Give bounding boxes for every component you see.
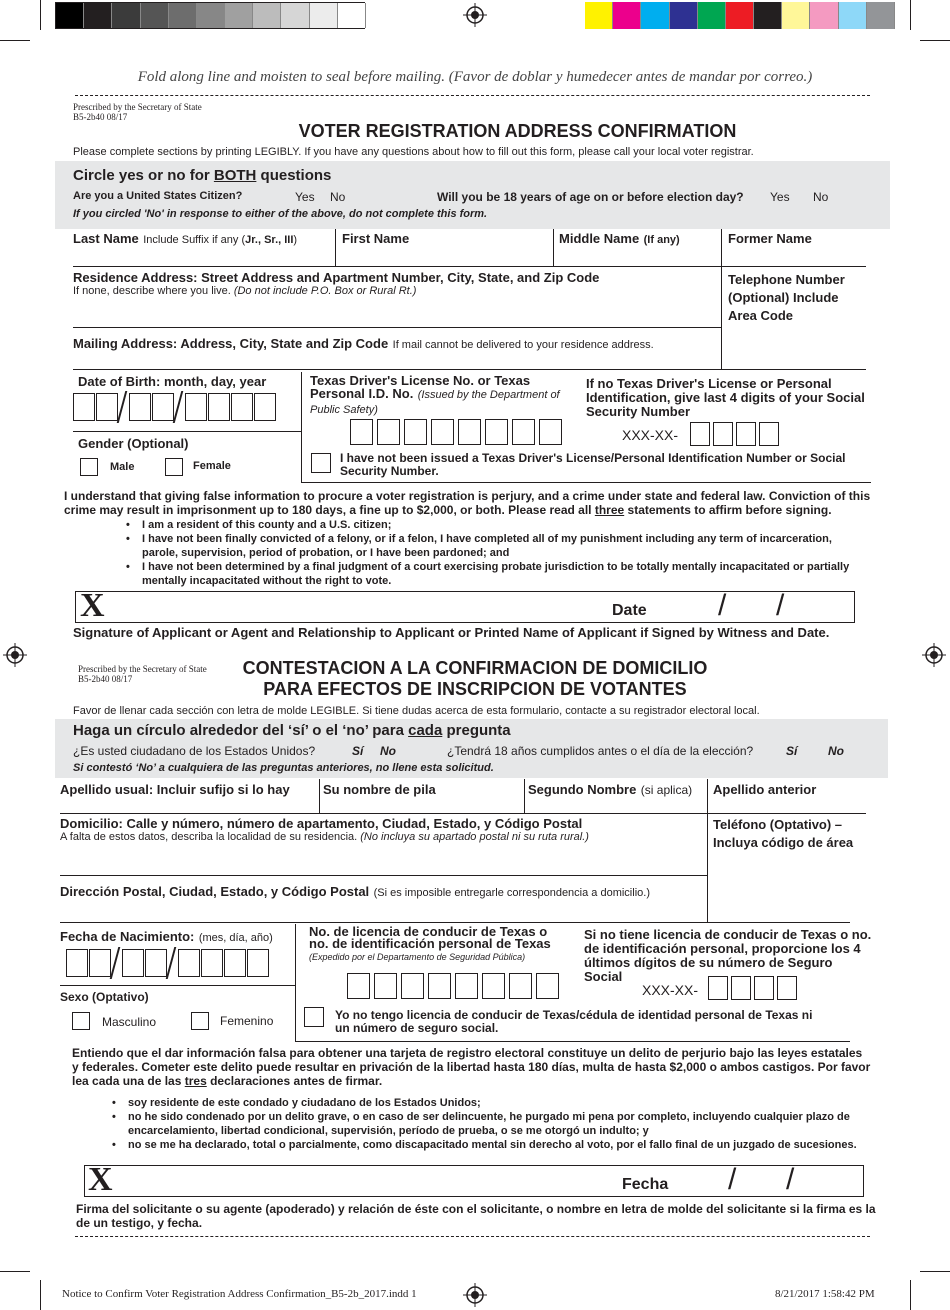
citizen-yes-es[interactable]: Sí [352, 744, 364, 758]
residence-label: Domicilio: Calle y número, número de apartamento, Ciudad, Estado, y Código Postal [60, 816, 583, 831]
digit-box[interactable] [690, 422, 710, 446]
telephone-field-es[interactable] [713, 816, 868, 916]
not-issued-checkbox-es[interactable] [304, 1007, 324, 1027]
color-swatch [84, 3, 112, 28]
color-swatch [839, 2, 867, 29]
color-swatch [310, 3, 338, 28]
telephone-field[interactable] [728, 271, 866, 366]
date-slash: / [718, 589, 727, 622]
male-checkbox[interactable] [80, 458, 98, 476]
digit-box[interactable] [404, 419, 427, 445]
dl-input-es[interactable] [347, 973, 562, 1001]
fold-line [75, 95, 870, 96]
date-slash: / [786, 1163, 795, 1196]
male-label: Male [110, 461, 135, 473]
fold-instruction: Fold along line and moisten to seal before mailing. (Favor de doblar y humedecer antes de mandar por correo.) [137, 69, 813, 85]
digit-box[interactable] [428, 973, 451, 999]
color-swatch [56, 3, 84, 28]
former-name-label: Apellido anterior [713, 782, 817, 797]
former-name-field[interactable] [728, 230, 866, 264]
mailing-field-es[interactable] [60, 883, 705, 913]
digit-box[interactable] [536, 973, 559, 999]
mailing-label: Dirección Postal, Ciudad, Estado, y Código Postal [60, 884, 370, 899]
male-checkbox-es[interactable] [72, 1012, 90, 1030]
color-swatch [867, 2, 895, 29]
page-title-es: CONTESTACION A LA CONFIRMACION DE DOMICILIO PARA EFECTOS DE INSCRIPCION DE VOTANTES [242, 658, 708, 699]
list-item: • no he sido condenado por un delito grave, o en caso de ser delincuente, he purgado mi pena por completo, incluyendo cualquier plazo de encarcelamiento, libertad condicional, supervisión, período de prueba, o se me otorgó un indulto; y [110, 1110, 880, 1138]
middle-name-field[interactable] [559, 230, 719, 264]
digit-box[interactable] [754, 976, 774, 1000]
digit-box[interactable] [708, 976, 728, 1000]
registration-mark-icon [922, 643, 946, 667]
date-separator [166, 947, 177, 979]
age-no-es[interactable]: No [828, 744, 844, 758]
telephone-label: Teléfono (Optativo) – Incluya código de área [713, 817, 854, 850]
dob-input[interactable] [73, 393, 298, 425]
list-item: • I have not been determined by a final judgment of a court exercising probate jurisdiction to be totally mentally incapacitated or partially mentally incapacitated without the right to vote. [124, 560, 869, 588]
citizen-question-es: ¿Es usted ciudadano de los Estados Unidos? [73, 744, 316, 758]
digit-box[interactable] [731, 976, 751, 1000]
perjury-statement: I understand that giving false information to procure a voter registration is perjury, and a crime under state and federal law. Conviction of this crime may result in imprisonment up to 180 days, a fine up to $2,000, or both. Please read all three statements to affirm before signing. [64, 489, 871, 517]
page-title: VOTER REGISTRATION ADDRESS CONFIRMATION [298, 121, 737, 141]
ssn-label: If no Texas Driver's License or Personal Identification, give last 4 digits of your Social Security Number [586, 376, 865, 419]
affirmation-list [124, 518, 869, 588]
residence-field[interactable] [73, 270, 713, 325]
affirmation-list-es [110, 1096, 880, 1152]
digit-box[interactable] [178, 949, 200, 977]
digit-box[interactable] [185, 393, 207, 421]
dob-label-es: Fecha de Nacimiento: (mes, día, año) [60, 929, 273, 944]
color-swatch [782, 2, 810, 29]
color-bar-cmyk [585, 2, 895, 29]
not-issued-label: I have not been issued a Texas Driver's License/Personal Identification Number or Social Security Number. [340, 451, 846, 478]
digit-box[interactable] [713, 422, 733, 446]
digit-box[interactable] [431, 419, 454, 445]
residence-label: Residence Address: Street Address and Apartment Number, City, State, and Zip Code [73, 270, 600, 285]
color-swatch [613, 2, 641, 29]
color-swatch [810, 2, 838, 29]
digit-box[interactable] [208, 393, 230, 421]
color-swatch [225, 3, 253, 28]
registration-mark-icon [463, 1283, 487, 1307]
mailing-label: Mailing Address: Address, City, State and Zip Code [73, 336, 389, 351]
female-checkbox-es[interactable] [191, 1012, 209, 1030]
last-name-field[interactable] [73, 230, 333, 264]
digit-box[interactable] [129, 393, 151, 421]
signature-box[interactable] [75, 591, 855, 623]
dl-label: Texas Driver's License No. or Texas Personal I.D. No. (Issued by the Department of Public Safety) [310, 373, 560, 416]
signature-x-mark: X [80, 587, 105, 624]
footer-timestamp: 8/21/2017 1:58:42 PM [775, 1288, 875, 1300]
digit-box[interactable] [145, 949, 167, 977]
color-swatch [281, 3, 309, 28]
registration-mark-icon [3, 643, 27, 667]
digit-box[interactable] [96, 393, 118, 421]
citizen-no-es[interactable]: No [380, 744, 396, 758]
citizen-no[interactable]: No [330, 190, 346, 204]
dl-label-es: No. de licencia de conducir de Texas o no. de identificación personal de Texas (Expedido por el Departamento de Seguridad Pública) [309, 924, 551, 962]
footer-file: Notice to Confirm Voter Registration Address Confirmation_B5-2b_2017.indd 1 [62, 1288, 417, 1300]
color-swatch [585, 2, 613, 29]
not-issued-checkbox[interactable] [311, 453, 331, 473]
digit-box[interactable] [73, 393, 95, 421]
digit-box[interactable] [347, 973, 370, 999]
instructions: Please complete sections by printing LEGIBLY. If you have any questions about how to fill out this form, please call your local voter registrar. [73, 146, 754, 158]
list-item: • no se me ha declarado, total o parcialmente, como discapacitado mental sin derecho al voto, por el fallo final de un juzgado de sucesiones. [110, 1138, 880, 1152]
dob-label: Date of Birth: month, day, year [78, 374, 267, 389]
circle-note: If you circled 'No' in response to either of the above, do not complete this form. [73, 208, 488, 220]
date-label-es: Fecha [622, 1176, 669, 1193]
digit-box[interactable] [458, 419, 481, 445]
color-swatch [670, 2, 698, 29]
residence-field-es[interactable] [60, 816, 705, 871]
list-item: • soy residente de este condado y ciudadano de los Estados Unidos; [110, 1096, 880, 1110]
prescribed-note: Prescribed by the Secretary of State B5-2b40 08/17 [78, 664, 207, 684]
mailing-hint: (Si es imposible entregarle correspondencia a domicilio.) [373, 887, 650, 899]
list-item: • I have not been finally convicted of a felony, or if a felon, I have completed all of my punishment including any term of incarceration, parole, supervision, period of probation, or I have been pardoned; and [124, 532, 869, 560]
date-label: Date [612, 602, 647, 619]
last-name-hint: Include Suffix if any (Jr., Sr., III) [143, 234, 298, 246]
circle-title-es: Haga un círculo alrededor del ‘sí’ o el ‘no’ para cada pregunta [73, 722, 511, 739]
female-checkbox[interactable] [165, 458, 183, 476]
first-name-field[interactable] [342, 230, 547, 264]
dob-input-es[interactable] [66, 949, 291, 981]
digit-box[interactable] [122, 949, 144, 977]
former-name-label: Former Name [728, 231, 812, 246]
digit-box[interactable] [401, 973, 424, 999]
digit-box[interactable] [254, 393, 276, 421]
ssn-prefix: XXX-XX- [622, 427, 679, 443]
color-swatch [112, 3, 140, 28]
residence-hint: A falta de estos datos, describa la localidad de su residencia. (No incluya su apartado postal ni su ruta rural.) [60, 831, 589, 843]
age-question-es: ¿Tendrá 18 años cumplidos antes o el día de la elección? [447, 744, 754, 758]
signature-box-es[interactable] [84, 1165, 864, 1197]
circle-note-es: Si contestó ‘No’ a cualquiera de las preguntas anteriores, no llene esta solicitud. [73, 762, 494, 774]
first-name-label: First Name [342, 231, 410, 246]
registration-mark-icon [463, 3, 487, 27]
digit-box[interactable] [482, 973, 505, 999]
signature-caption: Signature of Applicant or Agent and Relationship to Applicant or Printed Name of Applicant if Signed by Witness and Date. [73, 625, 830, 640]
color-swatch [641, 2, 669, 29]
color-swatch [253, 3, 281, 28]
ssn-label-es: Si no tiene licencia de conducir de Texas o no. de identificación personal, proporcione los 4 últimos dígitos de su número de Seguro Social [584, 927, 872, 984]
female-label: Female [193, 460, 231, 472]
middle-name-field-es[interactable] [528, 781, 706, 811]
color-swatch [169, 3, 197, 28]
digit-box[interactable] [89, 949, 111, 977]
age-question: Will you be 18 years of age on or before election day? [437, 190, 744, 204]
digit-box[interactable] [455, 973, 478, 999]
digit-box[interactable] [66, 949, 88, 977]
gender-label: Gender (Optional) [78, 436, 189, 451]
color-swatch [141, 3, 169, 28]
gender-label-es: Sexo (Optativo) [60, 990, 149, 1004]
instructions-es: Favor de llenar cada sección con letra de molde LEGIBLE. Si tiene dudas acerca de esta formulario, contacte a su registrador electoral local. [73, 705, 760, 717]
age-no[interactable]: No [813, 190, 829, 204]
signature-caption-es: Firma del solicitante o su agente (apoderado) y relación de éste con el solicitante, o nombre en letra de molde del solicitante si la firma es la de un testigo, y fecha. [76, 1202, 876, 1230]
color-swatch [726, 2, 754, 29]
digit-box[interactable] [374, 973, 397, 999]
ssn-input-es[interactable] [708, 976, 803, 1002]
perjury-statement-es: Entiendo que el dar información falsa para obtener una tarjeta de registro electoral constituye un delito de perjurio bajo las leyes estatales y federales. Cometer este delito puede resultar en privación de la libertad hasta 180 días, multa de hasta $2,000 o ambos castigos. Por favor lea cada una de las tres declaraciones antes de firmar. [72, 1046, 871, 1088]
list-item: • I am a resident of this county and a U.S. citizen; [124, 518, 869, 532]
age-yes[interactable]: Yes [770, 190, 790, 204]
not-issued-label-es: Yo no tengo licencia de conducir de Texas/cédula de identidad personal de Texas ni un número de seguro social. [335, 1008, 813, 1035]
male-label-es: Masculino [102, 1015, 157, 1029]
mailing-hint: If mail cannot be delivered to your residence address. [392, 339, 654, 351]
dl-input[interactable] [350, 419, 565, 447]
date-separator [110, 947, 121, 979]
first-name-label: Su nombre de pila [323, 782, 436, 797]
digit-box[interactable] [201, 949, 223, 977]
female-label-es: Femenino [220, 1014, 274, 1028]
ssn-prefix-es: XXX-XX- [642, 982, 699, 998]
digit-box[interactable] [350, 419, 373, 445]
last-name-field-es[interactable] [60, 781, 315, 811]
color-swatch [698, 2, 726, 29]
ssn-input[interactable] [690, 422, 785, 448]
first-name-field-es[interactable] [323, 781, 521, 811]
mailing-field[interactable] [73, 335, 718, 365]
digit-box[interactable] [509, 973, 532, 999]
middle-name-hint: (si aplica) [640, 783, 693, 797]
digit-box[interactable] [247, 949, 269, 977]
date-separator [173, 391, 184, 423]
last-name-label: Apellido usual: Incluir sufijo si lo hay [60, 782, 290, 797]
digit-box[interactable] [736, 422, 756, 446]
citizen-yes[interactable]: Yes [295, 190, 315, 204]
digit-box[interactable] [777, 976, 797, 1000]
residence-hint: If none, describe where you live. (Do not include P.O. Box or Rural Rt.) [73, 285, 417, 297]
digit-box[interactable] [485, 419, 508, 445]
middle-name-label: Middle Name [559, 231, 640, 246]
citizen-question: Are you a United States Citizen? [73, 190, 243, 202]
color-swatch [338, 3, 366, 28]
date-separator [117, 391, 128, 423]
prescribed-note: Prescribed by the Secretary of State B5-2b40 08/17 [73, 102, 202, 122]
color-swatch [197, 3, 225, 28]
signature-x-mark: X [88, 1161, 113, 1198]
age-yes-es[interactable]: Sí [786, 744, 798, 758]
date-slash: / [728, 1163, 737, 1196]
middle-name-label: Segundo Nombre [528, 782, 637, 797]
former-name-field-es[interactable] [713, 781, 863, 811]
circle-title: Circle yes or no for BOTH questions [73, 167, 332, 184]
color-swatch [754, 2, 782, 29]
digit-box[interactable] [231, 393, 253, 421]
digit-box[interactable] [512, 419, 535, 445]
digit-box[interactable] [759, 422, 779, 446]
date-slash: / [776, 589, 785, 622]
last-name-label: Last Name [73, 231, 139, 246]
telephone-label: Telephone Number (Optional) Include Area Code [728, 272, 845, 323]
middle-name-hint: (If any) [643, 234, 680, 246]
color-bar-grayscale [55, 2, 365, 29]
digit-box[interactable] [224, 949, 246, 977]
digit-box[interactable] [377, 419, 400, 445]
digit-box[interactable] [152, 393, 174, 421]
bottom-fold-line [75, 1236, 870, 1237]
digit-box[interactable] [539, 419, 562, 445]
